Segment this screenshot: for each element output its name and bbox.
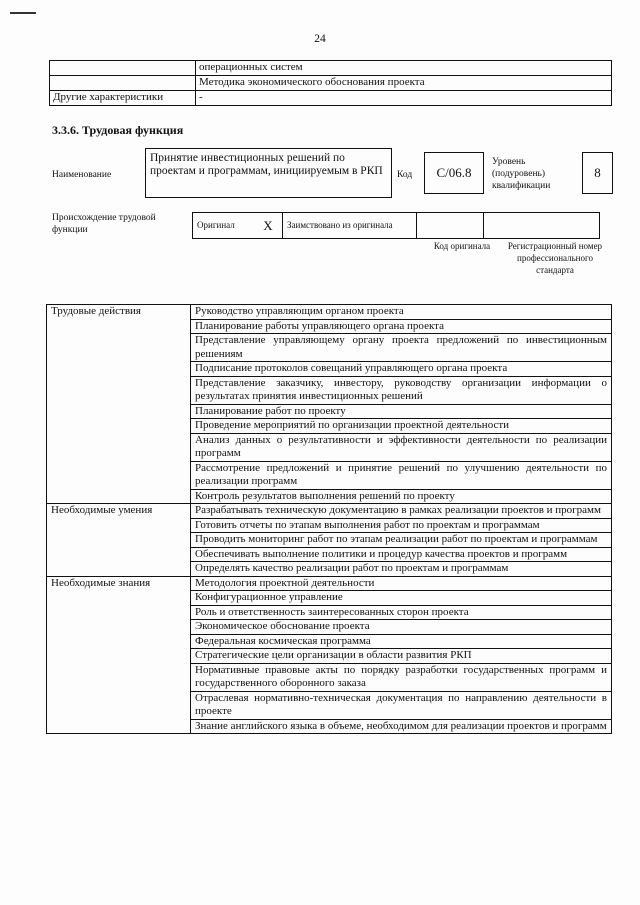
item-cell: Планирование работ по проекту — [191, 404, 612, 419]
item-cell: Роль и ответственность заинтересованных сторон проекта — [191, 605, 612, 620]
category-cell: Трудовые действия — [47, 305, 191, 320]
table-row — [47, 419, 612, 434]
origin-label: Происхождение трудовой функции — [52, 213, 156, 235]
labor-function-table — [46, 304, 612, 734]
category-cell — [47, 649, 191, 664]
item-cell: Стратегические цели организации в области развития РКП — [191, 649, 612, 664]
table-cell: операционных систем — [196, 61, 612, 76]
original-mark: X — [254, 213, 283, 239]
item-cell: Экономическое обоснование проекта — [191, 620, 612, 635]
category-cell — [47, 362, 191, 377]
category-cell — [47, 489, 191, 504]
level-box: 8 — [582, 152, 613, 194]
table-row — [47, 649, 612, 664]
table-row — [47, 591, 612, 606]
origin-table — [192, 212, 600, 239]
item-cell: Федеральная космическая программа — [191, 634, 612, 649]
table-row — [47, 504, 612, 519]
table-row — [47, 461, 612, 489]
item-cell: Отраслевая нормативно-техническая документация по направлению деятельности в проекте — [191, 691, 612, 719]
category-cell — [47, 404, 191, 419]
item-cell: Разрабатывать техническую документацию в рамках реализации проектов и программ — [191, 504, 612, 519]
reg-number-label: Регистрационный номер профессионального стандарта — [507, 241, 603, 275]
table-row — [47, 620, 612, 635]
code-label: Код — [397, 170, 413, 180]
table-row — [47, 334, 612, 362]
item-cell: Нормативные правовые акты по порядку разработки государственных программ и государственного оборонного заказа — [191, 663, 612, 691]
section-title: 3.3.6. Трудовая функция — [52, 123, 184, 137]
category-cell — [47, 620, 191, 635]
category-cell — [47, 605, 191, 620]
table-row — [47, 605, 612, 620]
category-cell — [47, 663, 191, 691]
table-cell: - — [196, 91, 612, 106]
category-cell — [47, 691, 191, 719]
item-cell: Контроль результатов выполнения решений по проекту — [191, 489, 612, 504]
category-cell — [47, 419, 191, 434]
table-row — [50, 91, 612, 106]
category-cell — [47, 591, 191, 606]
item-cell: Знание английского языка в объеме, необходимом для реализации проектов и программ — [191, 719, 612, 734]
table-row — [47, 691, 612, 719]
category-cell: Необходимые знания — [47, 576, 191, 591]
category-cell — [47, 518, 191, 533]
item-cell: Анализ данных о результативности и эффективности деятельности по реализации программ — [191, 433, 612, 461]
category-cell: Необходимые умения — [47, 504, 191, 519]
category-cell — [47, 533, 191, 548]
category-cell — [47, 562, 191, 577]
item-cell: Готовить отчеты по этапам выполнения работ по проектам и программам — [191, 518, 612, 533]
table-row — [47, 562, 612, 577]
name-label: Наименование — [52, 170, 112, 180]
category-cell — [47, 319, 191, 334]
item-cell: Конфигурационное управление — [191, 591, 612, 606]
page-number: 24 — [314, 33, 326, 45]
scan-artifact — [10, 12, 36, 14]
item-cell: Планирование работы управляющего органа проекта — [191, 319, 612, 334]
table-row — [47, 319, 612, 334]
table-cell — [50, 76, 196, 91]
origin-code-cell — [417, 213, 484, 239]
table-row — [47, 433, 612, 461]
borrowed-label: Заимствовано из оригинала — [283, 213, 417, 239]
category-cell — [47, 461, 191, 489]
category-cell — [47, 634, 191, 649]
item-cell: Проводить мониторинг работ по этапам реализации работ по проектам и программам — [191, 533, 612, 548]
item-cell: Проведение мероприятий по организации проектной деятельности — [191, 419, 612, 434]
function-name-box: Принятие инвестиционных решений по проектам и программам, инициируемым в РКП — [145, 148, 392, 198]
item-cell: Методология проектной деятельности — [191, 576, 612, 591]
origin-code-label: Код оригинала — [433, 241, 491, 251]
table-cell: Методика экономического обоснования проекта — [196, 76, 612, 91]
item-cell: Руководство управляющим органом проекта — [191, 305, 612, 320]
table-row — [50, 61, 612, 76]
category-cell — [47, 334, 191, 362]
table-row — [47, 305, 612, 320]
category-cell — [47, 719, 191, 734]
item-cell: Определять качество реализации работ по проектам и программам — [191, 562, 612, 577]
table-row — [47, 362, 612, 377]
item-cell: Рассмотрение предложений и принятие решений по улучшению деятельности по реализации программ — [191, 461, 612, 489]
table-row — [47, 404, 612, 419]
item-cell: Представление заказчику, инвестору, руководству организации информации о результатах принятия инвестиционных решений — [191, 376, 612, 404]
item-cell: Подписание протоколов совещаний управляющего органа проекта — [191, 362, 612, 377]
table-row — [47, 719, 612, 734]
table-cell: Другие характеристики — [50, 91, 196, 106]
table-row — [47, 634, 612, 649]
table-row — [50, 76, 612, 91]
original-label: Оригинал — [193, 213, 255, 239]
code-box: C/06.8 — [424, 152, 484, 194]
table-row — [47, 663, 612, 691]
table-cell — [50, 61, 196, 76]
table-row — [193, 213, 600, 239]
level-label: Уровень (подуровень) квалификации — [492, 157, 551, 191]
table-row — [47, 518, 612, 533]
category-cell — [47, 547, 191, 562]
table-row — [47, 576, 612, 591]
table-row — [47, 547, 612, 562]
table-row — [47, 489, 612, 504]
continuation-table — [49, 60, 612, 106]
table-row — [47, 376, 612, 404]
category-cell — [47, 376, 191, 404]
table-row — [47, 533, 612, 548]
item-cell: Обеспечивать выполнение политики и процедур качества проектов и программ — [191, 547, 612, 562]
item-cell: Представление управляющему органу проекта предложений по инвестиционным решениям — [191, 334, 612, 362]
category-cell — [47, 433, 191, 461]
reg-number-cell — [484, 213, 600, 239]
